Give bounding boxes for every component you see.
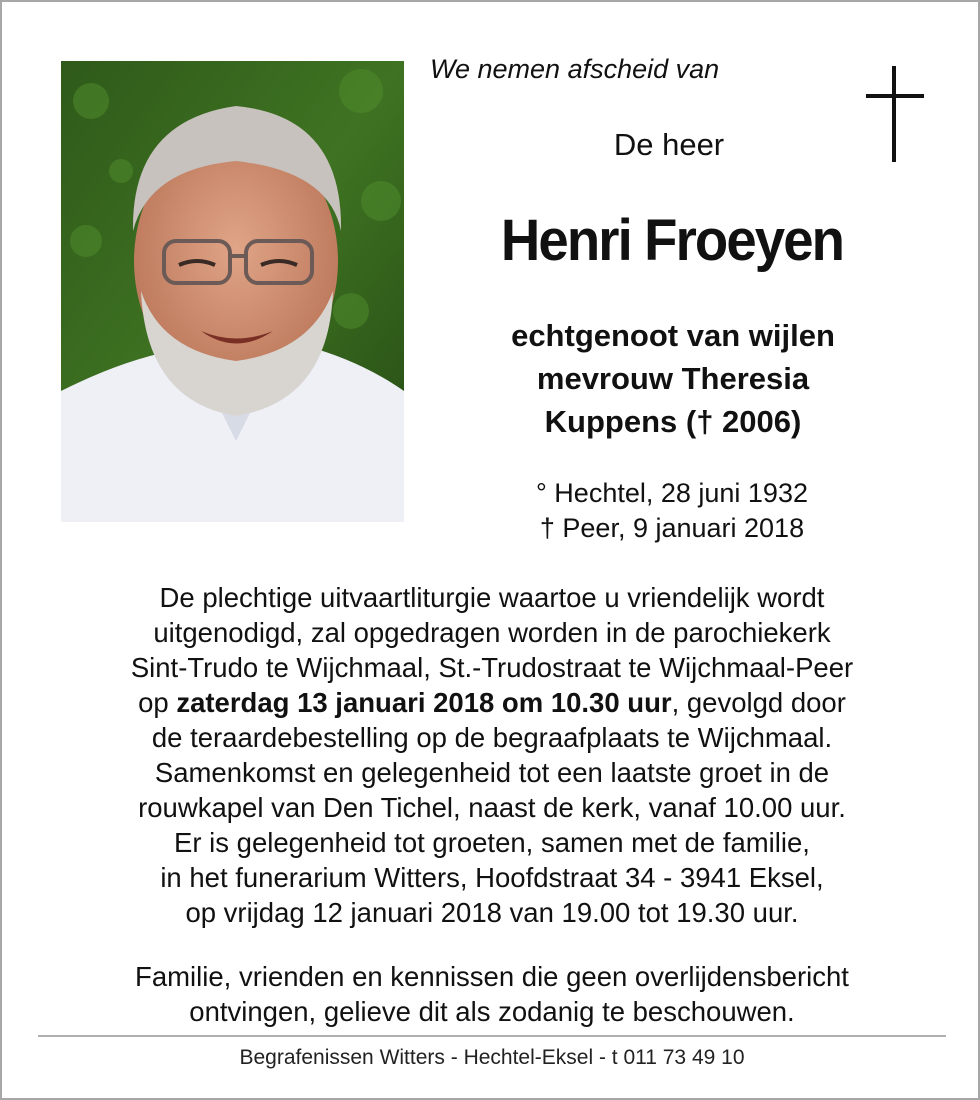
notice-line: Familie, vrienden en kennissen die geen overlijdensbericht	[135, 961, 849, 992]
cross-icon	[866, 66, 924, 162]
service-line: uitgenodigd, zal opgedragen worden in de parochiekerk	[153, 617, 831, 648]
spouse-line: Kuppens († 2006)	[544, 404, 802, 439]
service-line: de teraardebestelling op de begraafplaats te Wijchmaal.	[151, 722, 833, 753]
service-line: Samenkomst en gelegenheid tot een laatste groet in de	[154, 757, 830, 788]
spouse-line: echtgenoot van wijlen	[511, 318, 835, 353]
service-text: op	[138, 687, 177, 718]
notice-text	[22, 959, 962, 1029]
deceased-name: Henri Froeyen	[500, 208, 844, 273]
service-line: Sint-Trudo te Wijchmaal, St.-Trudostraat te Wijchmaal-Peer	[130, 652, 854, 683]
service-line: in het funerarium Witters, Hoofdstraat 34 - 3941 Eksel,	[160, 862, 824, 893]
service-line-datetime	[22, 685, 962, 720]
service-text: , gevolgd door	[671, 687, 846, 718]
intro-text: We nemen afscheid van	[430, 54, 720, 84]
portrait-photo	[61, 61, 404, 522]
life-dates	[472, 476, 872, 546]
divider	[38, 1035, 946, 1037]
service-line: Er is gelegenheid tot groeten, samen met de familie,	[174, 827, 810, 858]
spouse-line: mevrouw Theresia	[536, 361, 810, 396]
service-details	[22, 580, 962, 930]
portrait-illustration	[61, 61, 404, 522]
notice-line: ontvingen, gelieve dit als zodanig te beschouwen.	[189, 996, 795, 1027]
service-line: rouwkapel van Den Tichel, naast de kerk, vanaf 10.00 uur.	[138, 792, 846, 823]
death-date: † Peer, 9 januari 2018	[539, 513, 805, 543]
funeral-home-footer: Begrafenissen Witters - Hechtel-Eksel - t 011 73 49 10	[239, 1046, 745, 1069]
birth-date: ° Hechtel, 28 juni 1932	[536, 478, 808, 508]
salutation: De heer	[613, 127, 725, 162]
service-line: De plechtige uitvaartliturgie waartoe u vriendelijk wordt	[159, 582, 825, 613]
service-line: op vrijdag 12 januari 2018 van 19.00 tot 19.30 uur.	[185, 897, 799, 928]
service-datetime: zaterdag 13 januari 2018 om 10.30 uur	[176, 687, 672, 718]
spouse-info	[454, 314, 892, 443]
